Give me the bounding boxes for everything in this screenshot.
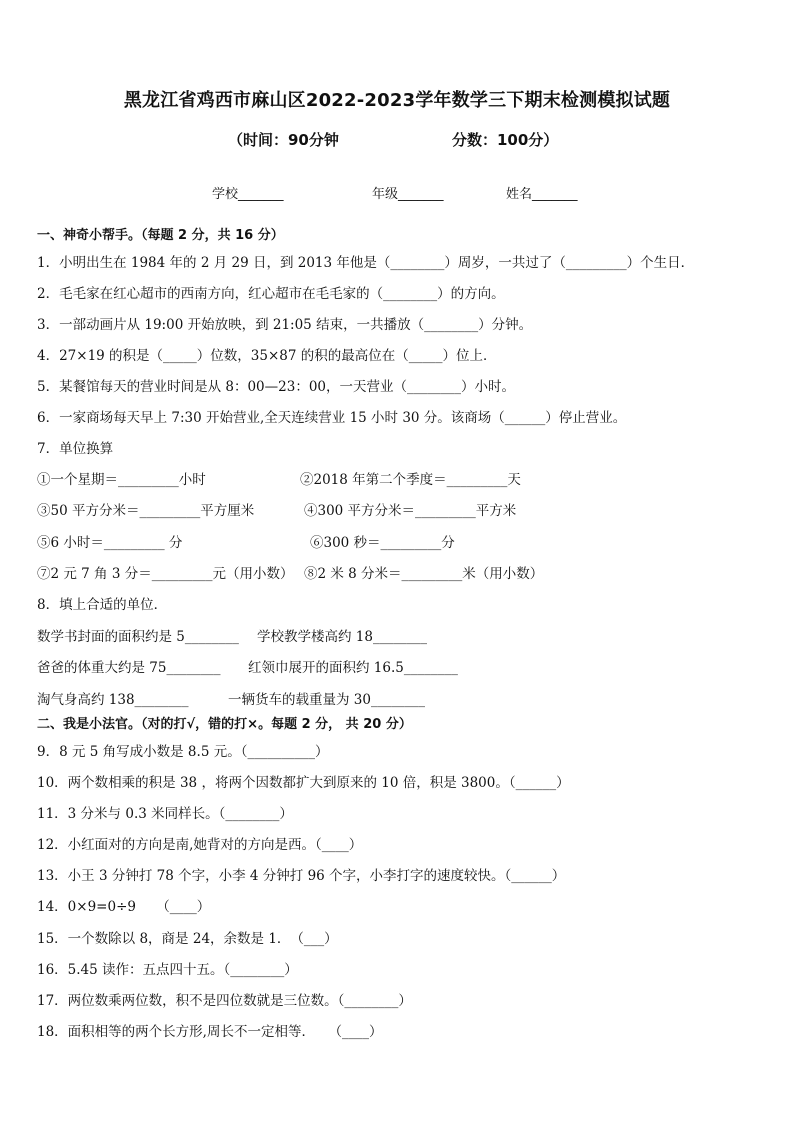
question-18: 18．面积相等的两个长方形,周长不一定相等． （____）	[37, 1024, 383, 1040]
question-5: 5．某餐馆每天的营业时间是从 8：00—23：00，一天营业（________）小时。	[37, 379, 516, 395]
unit-fill-3: 爸爸的体重大约是 75________	[37, 660, 221, 676]
question-16: 16．5.45 读作：五点四十五。（________）	[37, 962, 298, 978]
question-14: 14．0×9=0÷9 （____）	[37, 899, 211, 915]
unit-conversion-4: ④300 平方分米＝_________平方米	[304, 503, 517, 519]
exam-title: 黑龙江省鸡西市麻山区2022-2023学年数学三下期末检测模拟试题	[123, 90, 671, 111]
question-1: 1．小明出生在 1984 年的 2 月 29 日，到 2013 年他是（________）周岁，一共过了（_________）个生日．	[37, 255, 695, 271]
unit-conversion-1: ①一个星期＝_________小时	[37, 472, 206, 488]
exam-score: 分数：100分）	[452, 131, 559, 149]
name-field: 姓名_______	[506, 187, 578, 202]
school-field: 学校_______	[212, 187, 284, 202]
question-10: 10．两个数相乘的积是 38 ，将两个因数都扩大到原来的 10 倍，积是 3800。（______）	[37, 775, 570, 791]
question-4: 4．27×19 的积是（_____）位数，35×87 的积的最高位在（_____）位上．	[37, 348, 497, 364]
grade-field: 年级_______	[372, 187, 444, 202]
question-9: 9．8 元 5 角写成小数是 8.5 元。（__________）	[37, 744, 329, 760]
unit-fill-2: 学校教学楼高约 18________	[257, 629, 427, 645]
section-2-heading: 二、我是小法官。（对的打√，错的打×。每题 2 分， 共 20 分）	[37, 717, 412, 732]
exam-time: （时间：90分钟	[228, 131, 339, 149]
question-12: 12．小红面对的方向是南,她背对的方向是西。（____）	[37, 837, 363, 853]
unit-conversion-6: ⑥300 秒＝_________分	[310, 535, 455, 551]
question-7: 7．单位换算	[37, 441, 114, 457]
question-3: 3．一部动画片从 19:00 开始放映，到 21:05 结束，一共播放（________）分钟。	[37, 317, 533, 333]
question-11: 11．3 分米与 0.3 米同样长。（________）	[37, 806, 293, 822]
question-8: 8．填上合适的单位．	[37, 597, 168, 613]
unit-fill-5: 淘气身高约 138________	[37, 692, 189, 708]
unit-conversion-8: ⑧2 米 8 分米＝_________米（用小数）	[304, 566, 544, 582]
question-13: 13．小王 3 分钟打 78 个字，小李 4 分钟打 96 个字，小李打字的速度较快。（______）	[37, 868, 566, 884]
question-17: 17．两位数乘两位数，积不是四位数就是三位数。（________）	[37, 993, 412, 1009]
unit-conversion-5: ⑤6 小时＝_________ 分	[37, 535, 183, 551]
unit-conversion-7: ⑦2 元 7 角 3 分＝_________元（用小数）	[37, 566, 294, 582]
unit-fill-4: 红领巾展开的面积约 16.5________	[248, 660, 458, 676]
section-1-heading: 一、神奇小帮手。（每题 2 分，共 16 分）	[37, 228, 284, 243]
question-6: 6．一家商场每天早上 7:30 开始营业,全天连续营业 15 小时 30 分。该商场（______）停止营业。	[37, 410, 627, 426]
unit-fill-6: 一辆货车的载重量为 30________	[228, 692, 425, 708]
unit-conversion-3: ③50 平方分米＝_________平方厘米	[37, 503, 255, 519]
question-2: 2．毛毛家在红心超市的西南方向，红心超市在毛毛家的（________）的方向。	[37, 286, 505, 302]
question-15: 15．一个数除以 8，商是 24，余数是 1． （___）	[37, 931, 338, 947]
unit-conversion-2: ②2018 年第二个季度＝_________天	[300, 472, 521, 488]
unit-fill-1: 数学书封面的面积约是 5________	[37, 629, 239, 645]
